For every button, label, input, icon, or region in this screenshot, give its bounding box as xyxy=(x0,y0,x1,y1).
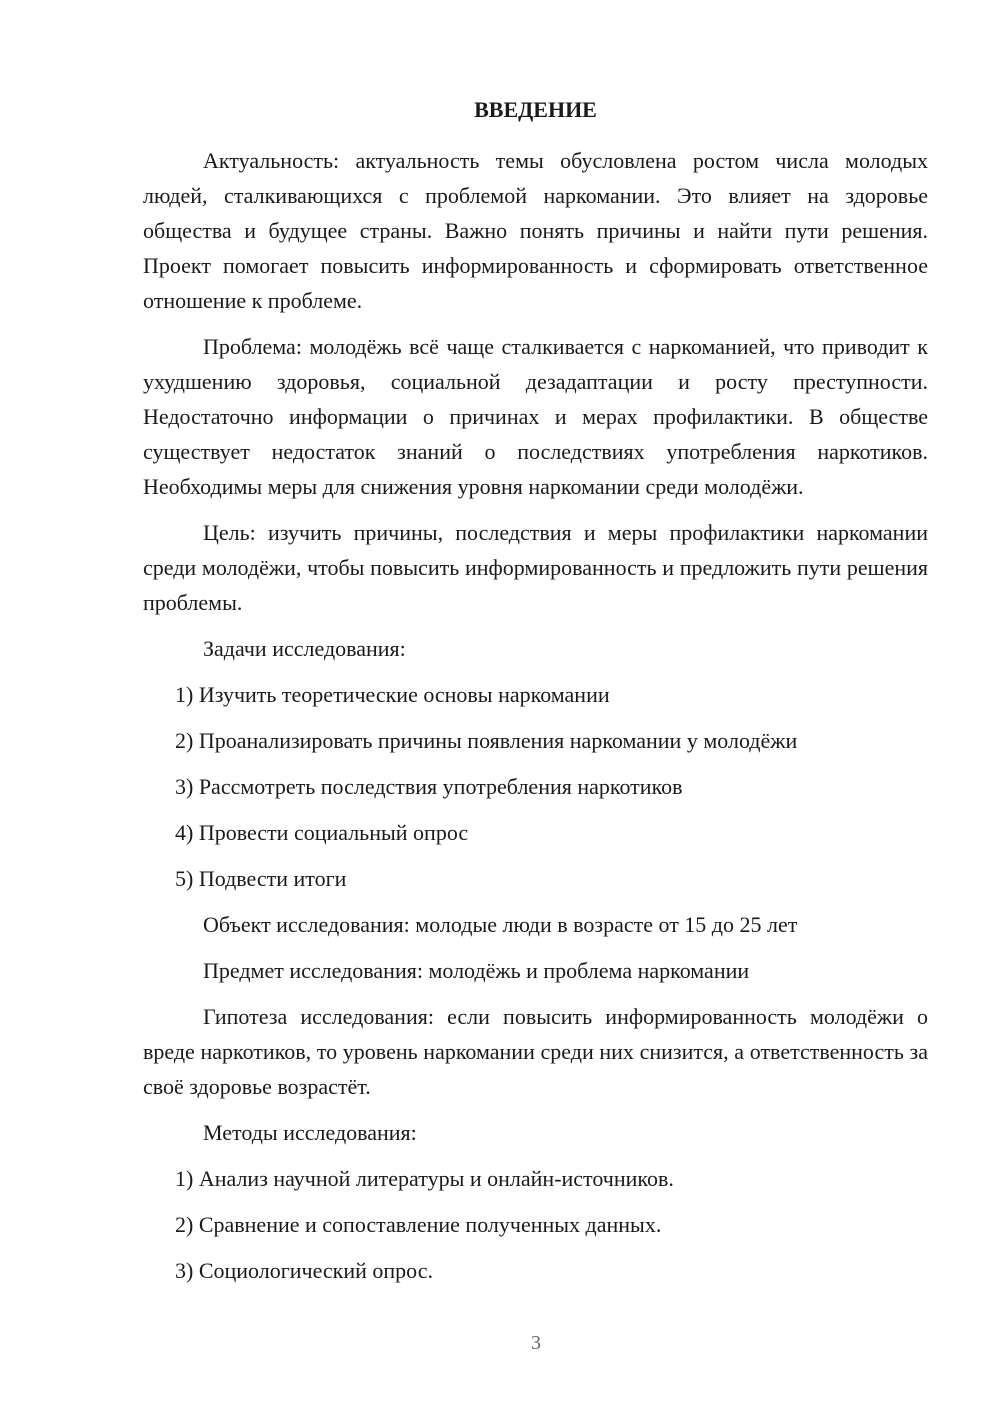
task-item: 2) Проанализировать причины появления наркомании у молодёжи xyxy=(175,728,798,753)
hypothesis-paragraph: Гипотеза исследования: если повысить информированность молодёжи о вреде наркотиков, то уровень наркомании среди них снизится, а ответственность за своё здоровье возрастёт. xyxy=(143,1004,928,1099)
task-item: 4) Провести социальный опрос xyxy=(175,820,469,845)
method-item: 1) Анализ научной литературы и онлайн-источников. xyxy=(175,1166,674,1191)
relevance-paragraph: Актуальность: актуальность темы обусловлена ростом числа молодых людей, сталкивающихся с проблемой наркомании. Это влияет на здоровье общества и будущее страны. Важно понять причины и найти пути решения. Проект помогает повысить информированность и сформировать ответственное отношение к проблеме. xyxy=(143,148,928,313)
subject-paragraph: Предмет исследования: молодёжь и проблема наркомании xyxy=(203,958,750,983)
tasks-heading: Задачи исследования: xyxy=(203,636,406,661)
method-item: 3) Социологический опрос. xyxy=(175,1258,433,1283)
page-number: 3 xyxy=(531,1332,541,1354)
method-item: 2) Сравнение и сопоставление полученных данных. xyxy=(175,1212,662,1237)
object-paragraph: Объект исследования: молодые люди в возрасте от 15 до 25 лет xyxy=(203,912,798,937)
task-item: 3) Рассмотреть последствия употребления наркотиков xyxy=(175,774,683,799)
task-item: 1) Изучить теоретические основы наркомании xyxy=(175,682,610,707)
methods-heading: Методы исследования: xyxy=(203,1120,417,1145)
problem-paragraph: Проблема: молодёжь всё чаще сталкивается с наркоманией, что приводит к ухудшению здоровья, социальной дезадаптации и росту преступности. Недостаточно информации о причинах и мерах профилактики. В обществе существует недостаток знаний о последствиях употребления наркотиков. Необходимы меры для снижения уровня наркомании среди молодёжи. xyxy=(143,334,928,499)
document-page xyxy=(143,92,928,1299)
page-title: ВВЕДЕНИЕ xyxy=(474,97,597,122)
task-item: 5) Подвести итоги xyxy=(175,866,347,891)
goal-paragraph: Цель: изучить причины, последствия и меры профилактики наркомании среди молодёжи, чтобы повысить информированность и предложить пути решения проблемы. xyxy=(143,520,928,615)
